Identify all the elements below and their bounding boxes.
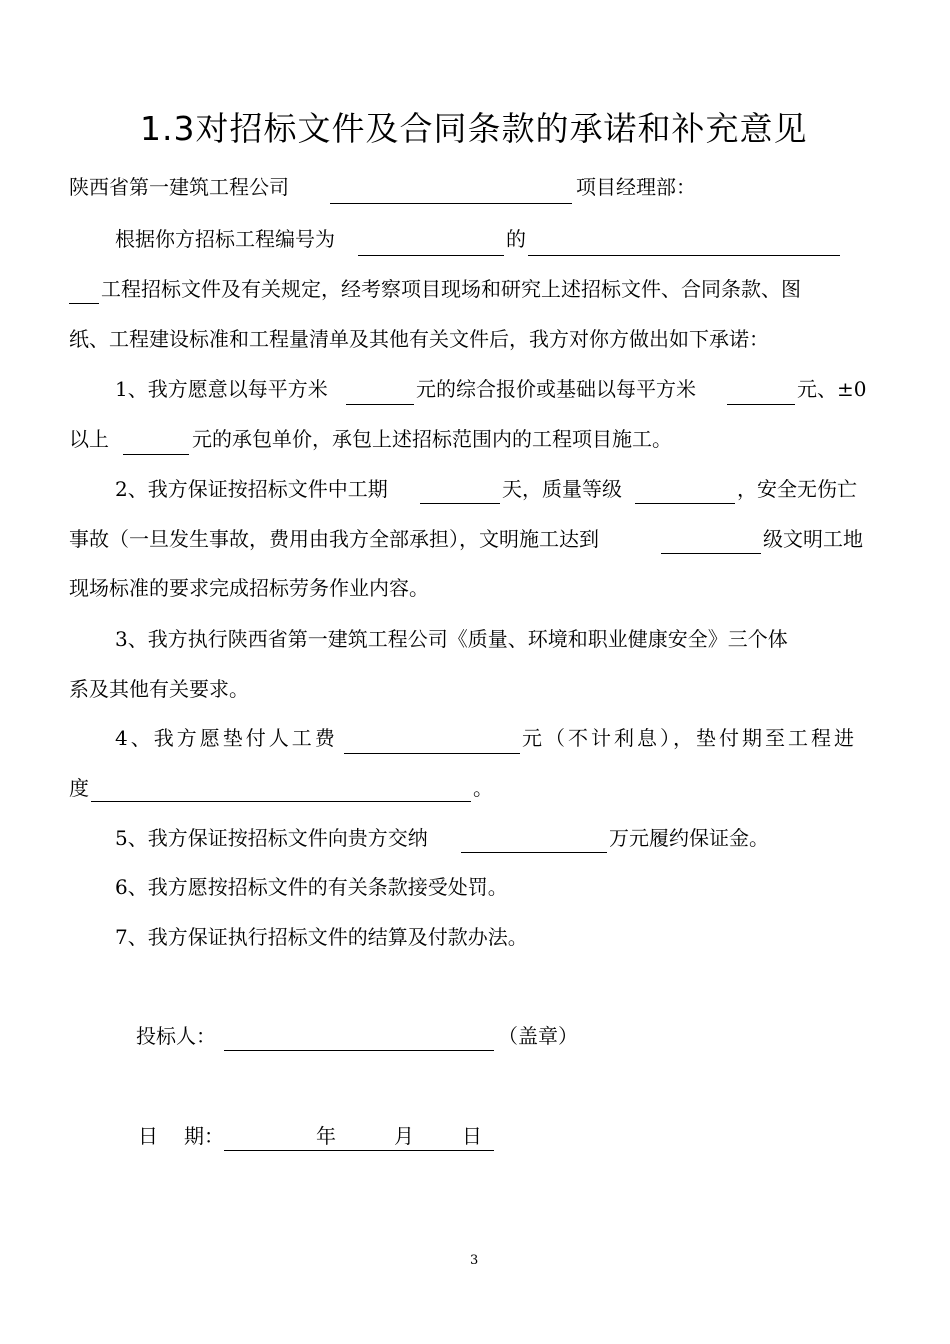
item4-text-c: 度 bbox=[69, 776, 89, 800]
intro-line2-text: 工程招标文件及有关规定，经考察项目现场和研究上述招标文件、合同条款、图 bbox=[101, 277, 801, 301]
date-year: 年 bbox=[316, 1124, 336, 1148]
date-label-a: 日 bbox=[138, 1124, 158, 1148]
item2-text-a: 2、我方保证按招标文件中工期 bbox=[115, 477, 388, 501]
blank-labor-advance[interactable] bbox=[344, 753, 520, 754]
item4-text-a: 4、我方愿垫付人工费 bbox=[115, 726, 338, 750]
item2-text-e: 级文明工地 bbox=[763, 527, 863, 551]
page-title: 1.3对招标文件及合同条款的承诺和补充意见 bbox=[140, 109, 808, 148]
item2-text-f: 现场标准的要求完成招标劳务作业内容。 bbox=[69, 576, 429, 600]
blank-project-title-cont[interactable] bbox=[69, 303, 99, 304]
blank-project-name[interactable] bbox=[330, 203, 572, 204]
department-label: 项目经理部： bbox=[576, 175, 696, 199]
blank-progress[interactable] bbox=[91, 801, 471, 802]
item2-text-d: 事故（一旦发生事故，费用由我方全部承担），文明施工达到 bbox=[69, 527, 599, 551]
intro-line1-text: 根据你方招标工程编号为 bbox=[115, 227, 335, 251]
blank-civilization-level[interactable] bbox=[661, 553, 761, 554]
blank-tender-number[interactable] bbox=[358, 255, 504, 256]
blank-quality-grade[interactable] bbox=[635, 503, 735, 504]
intro-line1-suffix: 的 bbox=[506, 227, 526, 251]
item2-text-b: 天，质量等级 bbox=[502, 477, 622, 501]
item5-text-a: 5、我方保证按招标文件向贵方交纳 bbox=[115, 826, 428, 850]
item3-text-b: 系及其他有关要求。 bbox=[69, 677, 249, 701]
blank-performance-bond[interactable] bbox=[461, 852, 607, 853]
page-number: 3 bbox=[470, 1253, 479, 1268]
blank-project-title[interactable] bbox=[528, 255, 840, 256]
company-name: 陕西省第一建筑工程公司 bbox=[69, 175, 289, 199]
intro-line3-text: 纸、工程建设标准和工程量清单及其他有关文件后，我方对你方做出如下承诺： bbox=[69, 327, 769, 351]
item3-text-a: 3、我方执行陕西省第一建筑工程公司《质量、环境和职业健康安全》三个体 bbox=[115, 627, 788, 651]
item1-text-a: 1、我方愿意以每平方米 bbox=[115, 377, 328, 401]
blank-above-zero-price[interactable] bbox=[123, 454, 189, 455]
blank-duration[interactable] bbox=[420, 503, 500, 504]
item4-text-d: 。 bbox=[473, 776, 493, 800]
date-day: 日 bbox=[462, 1124, 482, 1148]
item6-text: 6、我方愿按招标文件的有关条款接受处罚。 bbox=[115, 875, 508, 899]
item1-text-d: 以上 bbox=[69, 427, 109, 451]
bidder-label: 投标人： bbox=[136, 1024, 216, 1048]
item1-text-c: 元、±0 bbox=[797, 377, 867, 401]
item5-text-b: 万元履约保证金。 bbox=[609, 826, 769, 850]
item2-text-c: ，安全无伤亡 bbox=[737, 477, 857, 501]
date-label-b: 期： bbox=[184, 1124, 224, 1148]
blank-foundation-price[interactable] bbox=[727, 404, 795, 405]
seal-label: （盖章） bbox=[498, 1024, 578, 1048]
blank-unit-price[interactable] bbox=[346, 404, 414, 405]
item4-text-b: 元（不计利息），垫付期至工程进 bbox=[522, 726, 857, 750]
item1-text-b: 元的综合报价或基础以每平方米 bbox=[416, 377, 696, 401]
item7-text: 7、我方保证执行招标文件的结算及付款办法。 bbox=[115, 925, 528, 949]
blank-date[interactable] bbox=[224, 1150, 494, 1151]
date-month: 月 bbox=[394, 1124, 414, 1148]
blank-bidder[interactable] bbox=[224, 1050, 494, 1051]
item1-text-e: 元的承包单价，承包上述招标范围内的工程项目施工。 bbox=[192, 427, 672, 451]
